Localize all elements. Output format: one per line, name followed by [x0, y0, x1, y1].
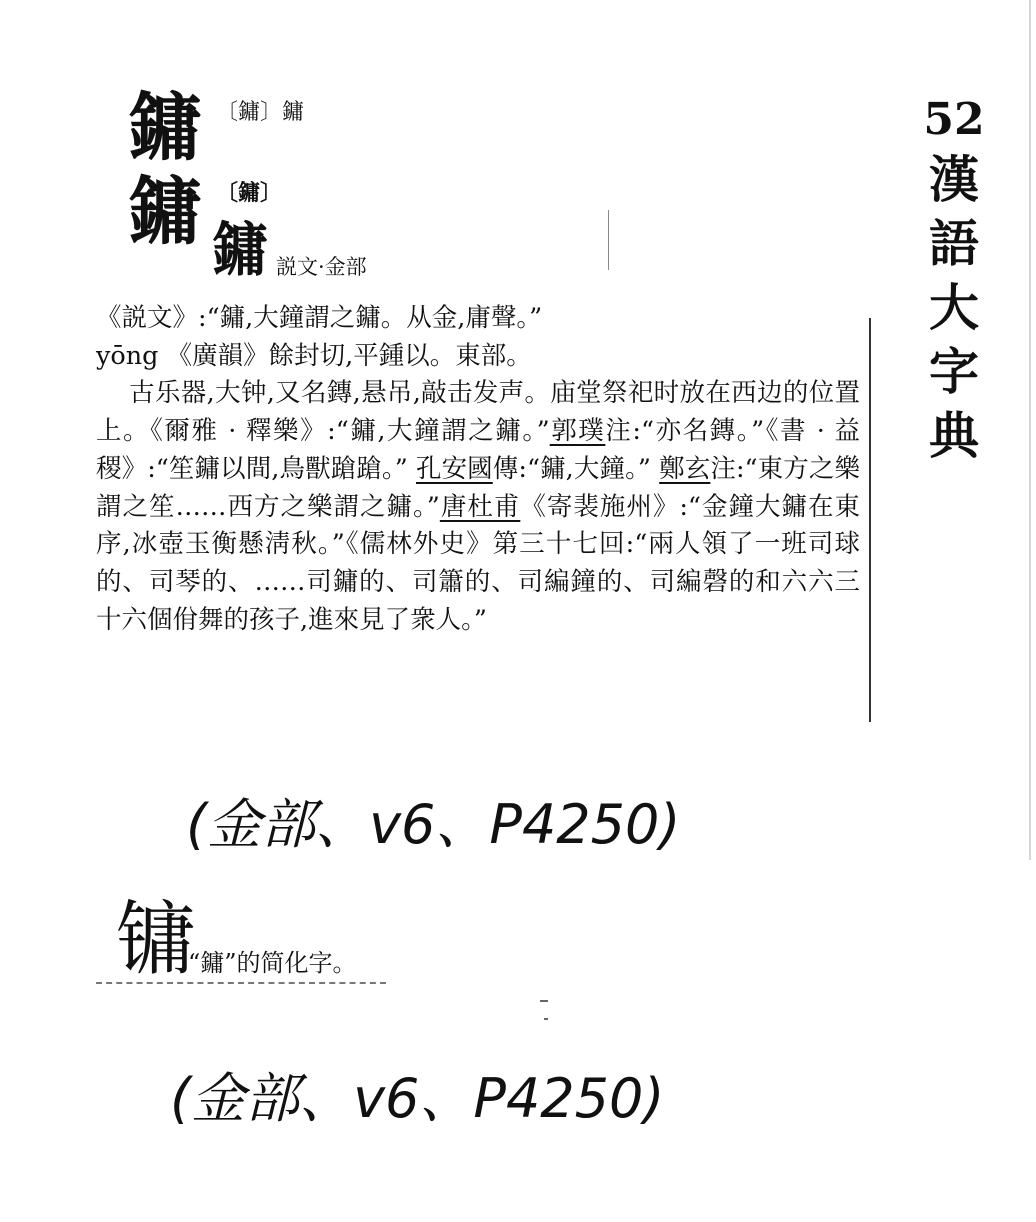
title-char: 大	[929, 278, 979, 337]
column-divider	[869, 318, 871, 722]
definition-text: 注:“東方之樂謂之笙……西方之樂謂之鏞。”	[96, 453, 860, 522]
title-char: 典	[929, 406, 979, 465]
headword-1: 鏞	[128, 85, 200, 171]
simplified-note: “鏞”的简化字。	[188, 949, 357, 977]
definition	[96, 375, 860, 639]
simplified-headword: 镛	[116, 893, 196, 986]
entry-body	[96, 300, 860, 639]
headword-2-note: 〔鏞〕	[216, 180, 283, 206]
handwritten-reference: (金部、v6、P4250)	[186, 793, 681, 856]
definition-text: 《寄裴施州》:“金鐘大鏞在東序,冰壺玉衡懸淸秋。”《儒林外史》第三十七回:“兩人領了一班司球的、司琴的、……司鏞的、司簫的、司編鐘的、司編磬的和六六三十六個佾舞的孩子,進來見了衆人。”	[96, 491, 860, 635]
handwritten-reference: (金部、v6、P4250)	[170, 1067, 665, 1130]
page-edge-line	[1029, 0, 1031, 860]
scan-speck	[544, 1018, 548, 1020]
definition-text: 傳:“鏞,大鐘。”	[492, 453, 660, 484]
person-name-link: 郭璞	[549, 416, 606, 447]
title-char: 漢	[929, 150, 979, 209]
scan-noise	[96, 982, 386, 984]
headword-2: 鏞	[128, 169, 200, 255]
person-name-link: 鄭玄	[659, 453, 711, 484]
headword-1-note: 〔鏞〕鏞	[216, 100, 305, 125]
volume-number: 52	[923, 94, 985, 145]
shuowen-quote: 《説文》:“鏞,大鐘謂之鏞。从金,庸聲。”	[96, 303, 543, 333]
dictionary-title	[918, 92, 990, 468]
person-name-link: 孔安國	[415, 453, 493, 484]
person-name-link: 唐杜甫	[439, 491, 521, 522]
title-char: 語	[929, 214, 979, 273]
scan-speck	[540, 1000, 548, 1002]
scan-mark	[608, 210, 609, 270]
seal-source: 説文·金部	[276, 255, 367, 279]
definition-text: 注:“亦名鏄。”《書 · 益稷》:“笙鏞以間,鳥獸蹌蹌。”	[96, 416, 860, 484]
seal-script-glyph: 鏞	[212, 215, 264, 285]
title-char: 字	[929, 342, 979, 401]
definition-text: 古乐器,大钟,又名鏄,悬吊,敲击发声。庙堂祭祀时放在西边的位置上。《爾雅 · 釋樂》:“鏞,大鐘謂之鏞。”	[96, 378, 860, 447]
pronunciation: yōng 《廣韻》餘封切,平鍾以。東部。	[96, 340, 532, 371]
